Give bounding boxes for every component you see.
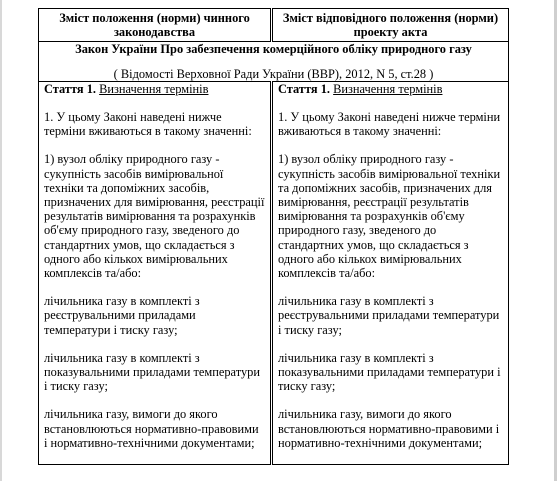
header-proposed-law-text: Зміст відповідного положення (норми) проекту акта [282,11,499,40]
right-paragraph-4: лічильника газу в комплекті з показувальними приладами температури і тиску газу; [278,350,501,394]
law-source: ( Відомості Верховної Ради України (ВВР), 2012, N 5, ст.28 ) [113,66,434,81]
right-paragraph-2: 1) вузол обліку природного газу - сукупність засобів вимірювальної техніки та допоміжних засобів, призначених для вимірювання, реєстрації результатів вимірювання та розрахунків об'єму природного газу, зведеного до стандартних умов, що складається з одного або кількох вимірювальних комплексів та/або: [278,152,501,281]
current-law-cell[interactable] [39,81,272,464]
law-title-cell[interactable] [39,42,509,81]
right-paragraph-5: лічильника газу, вимоги до якого встановлюються нормативно-правовими і нормативно-технічними документами; [278,407,500,450]
right-paragraph-1: 1. У цьому Законі наведені нижче терміни вживаються в такому значенні: [278,110,501,139]
left-article-heading [44,82,265,96]
page-edge-left [0,0,2,481]
law-title: Закон України Про забезпечення комерційного обліку природного газу [75,42,472,57]
table-row [39,81,509,464]
header-current-law[interactable] [39,9,272,42]
right-article-heading [278,82,503,96]
left-paragraph-5: лічильника газу, вимоги до якого встановлюються нормативно-правовими і нормативно-технічними документами; [44,407,259,450]
table-header-row [39,9,509,42]
proposed-law-cell[interactable] [272,81,509,464]
header-current-law-text: Зміст положення (норми) чинного законодавства [59,11,250,40]
left-article-number: Стаття 1. [44,81,97,96]
right-paragraph-3: лічильника газу в комплекті з реєструвальними приладами температури і тиску газу; [278,294,500,337]
comparison-table [38,8,509,465]
left-paragraph-1: 1. У цьому Законі наведені нижче терміни вживаються в такому значенні: [44,110,252,139]
left-paragraph-3: лічильника газу в комплекті з реєструвальними приладами температури і тиску газу; [44,294,200,337]
header-proposed-law[interactable] [272,9,509,42]
right-article-title: Визначення термінів [333,81,443,96]
right-article-number: Стаття 1. [278,81,331,96]
left-paragraph-2: 1) вузол обліку природного газу - сукупність засобів вимірювальної техніки та допоміжних засобів, призначених для вимірювання, реєстрації результатів вимірювання та розрахунків об'єму природного газу, зведеного до стандартних умов, що складається з одного або кількох вимірювальних комплексів та/або: [44,152,265,281]
left-paragraph-4: лічильника газу в комплекті з показувальними приладами температури і тиску газу; [44,350,260,394]
left-article-title: Визначення термінів [99,81,209,96]
law-title-row [39,42,509,81]
